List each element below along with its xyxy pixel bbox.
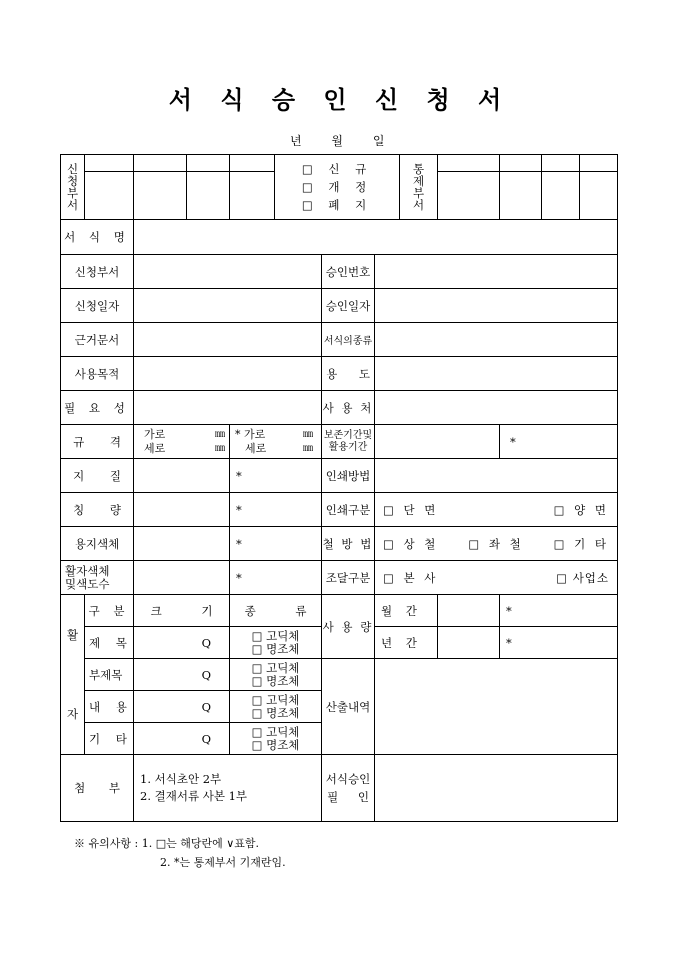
control-sign-cell[interactable] [580,172,618,220]
yearly-control-field[interactable]: * [500,627,618,659]
control-sign-cell[interactable] [542,172,580,220]
myeongjo-checkbox[interactable]: □ 명조체 [251,705,300,720]
subtitle-font-options[interactable] [230,659,322,691]
approval-date-field[interactable] [375,289,618,323]
apply-date-field[interactable] [134,289,322,323]
form-type-label: 서식의종류 [322,323,375,357]
abolish-option[interactable]: □ 폐 지 [301,198,373,212]
mm-unit: ㎜ [303,428,313,440]
paper-label: 지 질 [61,459,134,493]
width-control-label: * 가로 [235,427,266,441]
bind-left-checkbox[interactable]: □ 좌 철 [468,536,524,551]
apply-date-label: 신청일자 [61,289,134,323]
paper-color-control-field[interactable]: * [230,527,322,561]
content-size-field[interactable]: Q [134,691,230,723]
size-column-header: 크 기 [134,595,230,627]
double-side-checkbox[interactable]: □ 양 면 [553,502,610,517]
approval-no-field[interactable] [375,255,618,289]
subtitle-size-field[interactable]: Q [134,659,230,691]
gothic-checkbox[interactable]: □ 고딕체 [251,628,300,643]
weight-control-field[interactable]: * [230,493,322,527]
form-type-field[interactable] [375,323,618,357]
other-font-options[interactable] [230,723,322,755]
approval-no-label: 승인번호 [322,255,375,289]
used-by-label: 사 용 처 [322,391,375,425]
new-option[interactable]: □ 신 규 [301,162,373,176]
weight-label: 칭 량 [61,493,134,527]
myeongjo-checkbox[interactable]: □ 명조체 [251,737,300,752]
print-side-options[interactable] [375,493,618,527]
title-size-field[interactable]: Q [134,627,230,659]
monthly-control-field[interactable]: * [500,595,618,627]
approval-date-label: 승인일자 [322,289,375,323]
applicant-dept-field[interactable] [134,255,322,289]
attach-item: 2. 결재서류 사본 1부 [140,789,248,803]
procurement-options[interactable] [375,561,618,595]
height-label: 세로 [144,441,166,455]
myeongjo-checkbox[interactable]: □ 명조체 [251,641,300,656]
paper-control-field[interactable]: * [230,459,322,493]
type-row-subtitle: 부제목 [85,659,134,691]
retention-field[interactable] [375,425,500,459]
print-method-label: 인쇄방법 [322,459,375,493]
myeongjo-checkbox[interactable]: □ 명조체 [251,673,300,688]
retention-label: 보존기간및 활용기간 [322,425,375,459]
revise-option[interactable]: □ 개 정 [301,180,373,194]
applicant-approval-cell[interactable] [187,155,230,172]
yearly-label: 년 간 [375,627,438,659]
mm-unit: ㎜ [215,428,225,440]
form-name-field[interactable] [134,220,618,255]
paper-field[interactable] [134,459,230,493]
approval-stamp-label: 서식승인 필 인 [322,755,375,822]
head-office-checkbox[interactable]: □ 본 사 [383,570,439,585]
note-line-2: 2. *는 통제부서 기재란임. [160,856,286,869]
gothic-checkbox[interactable]: □ 고딕체 [251,692,300,707]
type-row-other: 기 타 [85,723,134,755]
applicant-sign-cell[interactable] [230,172,275,220]
calc-detail-label: 산출내역 [322,659,375,755]
gothic-checkbox[interactable]: □ 고딕체 [251,724,300,739]
bind-top-checkbox[interactable]: □ 상 철 [383,536,439,551]
print-method-field[interactable] [375,459,618,493]
control-sign-cell[interactable] [500,172,542,220]
purpose-field[interactable] [134,357,322,391]
applicant-sign-cell[interactable] [134,172,187,220]
basis-doc-label: 근거문서 [61,323,134,357]
content-font-options[interactable] [230,691,322,723]
print-side-label: 인쇄구분 [322,493,375,527]
applicant-sign-cell[interactable] [85,172,134,220]
approval-stamp-field[interactable] [375,755,618,822]
usage-label: 용 도 [322,357,375,391]
paper-color-field[interactable] [134,527,230,561]
request-type-options[interactable] [275,155,400,220]
yearly-field[interactable] [438,627,500,659]
applicant-approval-cell[interactable] [230,155,275,172]
title-font-options[interactable] [230,627,322,659]
binding-options[interactable] [375,527,618,561]
mm-unit: ㎜ [303,442,313,454]
calc-detail-field[interactable] [375,659,618,755]
date-line: 년 월 일 [290,134,387,148]
other-size-field[interactable]: Q [134,723,230,755]
spec-size-field[interactable] [134,425,230,459]
control-approval-cell[interactable] [500,155,542,172]
type-color-label: 활자색체 및색도수 [61,561,134,595]
kind-column-header: 종 류 [230,595,322,627]
notes [74,834,286,872]
form-name-label: 서 식 명 [61,220,134,255]
gothic-checkbox[interactable]: □ 고딕체 [251,660,300,675]
monthly-label: 월 간 [375,595,438,627]
attach-list [134,755,322,822]
bind-other-checkbox[interactable]: □ 기 타 [553,536,610,551]
height-control-label: 세로 [245,441,267,455]
category-column-header: 구 분 [85,595,134,627]
spec-size-control-field[interactable] [230,425,322,459]
control-approval-cell[interactable] [542,155,580,172]
mm-unit: ㎜ [215,442,225,454]
note-line-1: ※ 유의사항 : 1. □는 해당란에 ∨표함. [74,837,260,850]
control-approval-cell[interactable] [580,155,618,172]
control-approval-cell[interactable] [438,155,500,172]
type-row-title: 제 목 [85,627,134,659]
attach-item: 1. 서식초안 2부 [140,772,222,786]
retention-control-field[interactable]: * [500,425,618,459]
amount-used-label: 사 용 량 [322,595,375,659]
width-label: 가로 [144,427,166,441]
usage-field[interactable] [375,357,618,391]
control-sign-cell[interactable] [438,172,500,220]
binding-label: 철 방 법 [322,527,375,561]
control-dept-vertical-label: 통 제 부 서 [400,155,438,220]
form-title: 서 식 승 인 신 청 서 [168,85,512,114]
attach-label: 첨 부 [61,755,134,822]
applicant-sign-cell[interactable] [187,172,230,220]
type-color-field[interactable] [134,561,230,595]
procurement-label: 조달구분 [322,561,375,595]
spec-label: 규 격 [61,425,134,459]
paper-color-label: 용지색체 [61,527,134,561]
purpose-label: 사용목적 [61,357,134,391]
necessity-field[interactable] [134,391,322,425]
type-color-control-field[interactable]: * [230,561,322,595]
applicant-approval-cell[interactable] [134,155,187,172]
monthly-field[interactable] [438,595,500,627]
approval-form-table [60,154,618,822]
basis-doc-field[interactable] [134,323,322,357]
applicant-dept-vertical-label: 신 청 부 서 [61,155,85,220]
used-by-field[interactable] [375,391,618,425]
type-vertical-label: 활 자 [61,595,85,755]
applicant-approval-cell[interactable] [85,155,134,172]
branch-checkbox[interactable]: □ 사업소 [556,570,610,585]
applicant-dept-label: 신청부서 [61,255,134,289]
weight-field[interactable] [134,493,230,527]
type-row-content: 내 용 [85,691,134,723]
single-side-checkbox[interactable]: □ 단 면 [383,502,439,517]
necessity-label: 필 요 성 [61,391,134,425]
